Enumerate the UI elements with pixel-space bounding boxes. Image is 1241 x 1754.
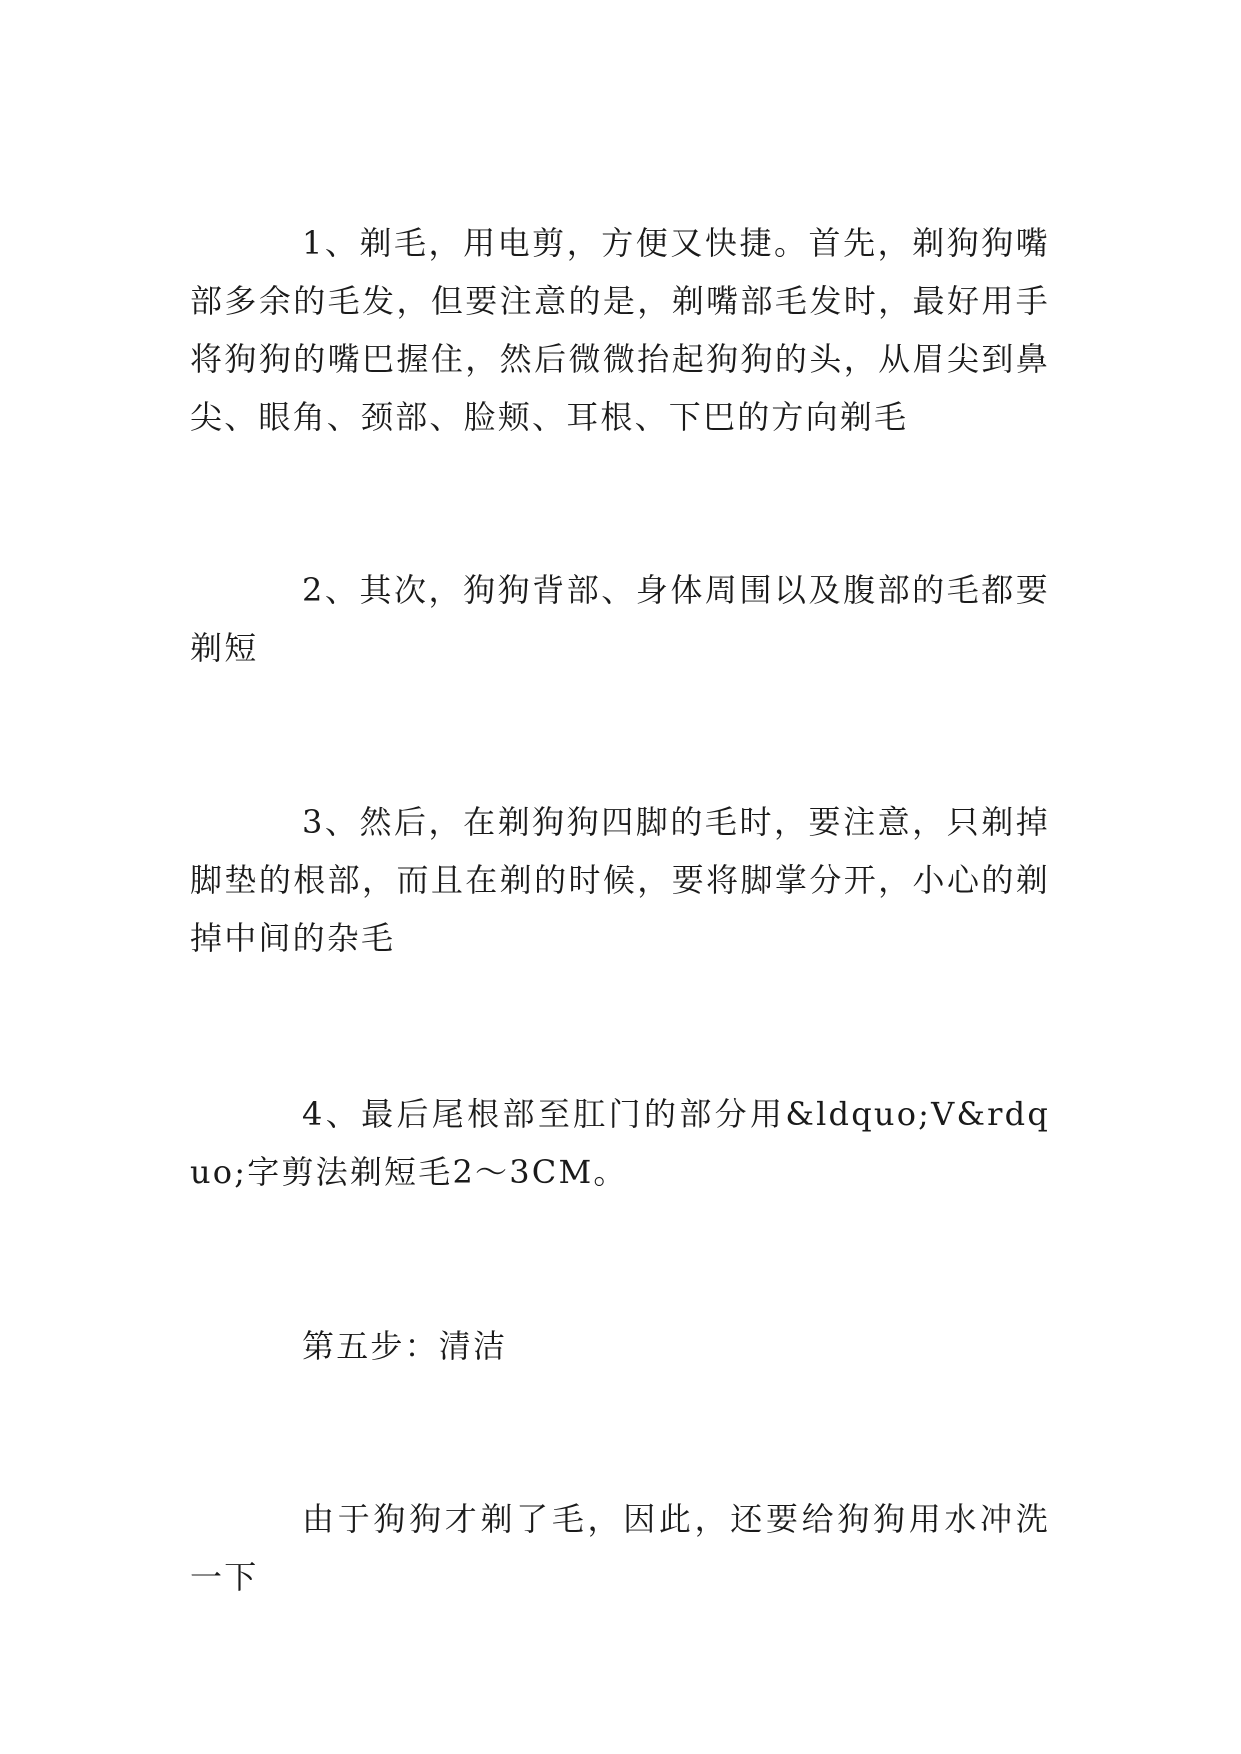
section-heading-step-5: 第五步：清洁	[302, 1327, 508, 1365]
paragraph-step-1-trim: 1、剃毛，用电剪，方便又快捷。首先，剃狗狗嘴部多余的毛发，但要注意的是，剃嘴部毛发时，最好用手将狗狗的嘴巴握住，然后微微抬起狗狗的头，从眉尖到鼻尖、眼角、颈部、脸颊、耳根、下巴的方向剃毛	[190, 224, 1050, 436]
paragraph-cleaning: 由于狗狗才剃了毛，因此，还要给狗狗用水冲洗一下	[190, 1500, 1050, 1596]
paragraph-step-4-tail: 4、最后尾根部至肛门的部分用&ldquo;V&rdquo;字剪法剃短毛2～3CM。	[190, 1095, 1050, 1191]
paragraph-step-2-body: 2、其次，狗狗背部、身体周围以及腹部的毛都要剃短	[190, 571, 1050, 667]
paragraph-step-3-paws: 3、然后，在剃狗狗四脚的毛时，要注意，只剃掉脚垫的根部，而且在剃的时候，要将脚掌分开，小心的剃掉中间的杂毛	[190, 803, 1050, 957]
